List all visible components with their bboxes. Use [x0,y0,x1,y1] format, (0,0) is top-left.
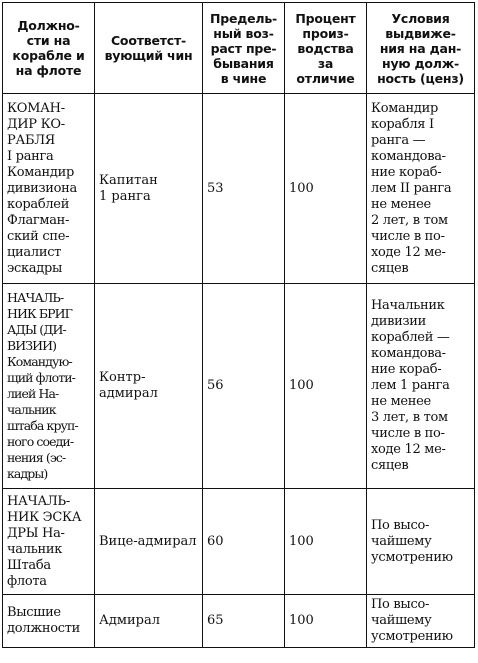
conditions-cell: По высо- чайшему усмотрению [367,489,475,595]
percent-cell: 100 [285,595,367,648]
position-cell: КОМАН- ДИР КО- РАБЛЯ I ранга Командир дивизиона кораблей Флагман- ский спе- циалист эскадры [3,94,95,284]
conditions-cell: Командир корабля I ранга — командова- ние кораб- лем II ранга не менее 2 лет, в том числе в по- ходе 12 ме- сяцев [367,94,475,284]
percent-cell: 100 [285,284,367,489]
header-conditions: Условия выдвиже- ния на дан- ную долж- ность (ценз) [367,3,475,94]
table-header-row [3,3,475,94]
age-limit-cell: 53 [203,94,285,284]
rank-cell: Адмирал [95,595,203,648]
table-row [3,284,475,489]
age-limit-cell: 56 [203,284,285,489]
percent-cell: 100 [285,94,367,284]
rank-cell: Контр- адмирал [95,284,203,489]
header-age-limit: Предель- ный воз- раст пре- бывания в чине [203,3,285,94]
conditions-cell: По высо- чайшему усмотрению [367,595,475,648]
position-cell: НАЧАЛЬ- НИК ЭСКА ДРЫ На- чальник Штаба флота [3,489,95,595]
position-cell: Высшие должности [3,595,95,648]
rank-cell: Вице-адмирал [95,489,203,595]
naval-ranks-table [2,2,475,648]
conditions-cell: Начальник дивизии кораблей — командова- ние кораб- лем 1 ранга не менее 3 лет, в том числе в по- ходе 12 ме- сяцев [367,284,475,489]
header-rank: Соответст- вующий чин [95,3,203,94]
age-limit-cell: 65 [203,595,285,648]
position-cell: НАЧАЛЬ- НИК БРИГ АДЫ (ДИ- ВИЗИИ) Командую- щий флоти- лией На- чальник штаба круп- ного соеди- нения (эс- кадры) [3,284,95,489]
header-position: Должно- сти на корабле и на флоте [3,3,95,94]
table-row [3,489,475,595]
table-row [3,595,475,648]
header-percent: Процент произ- водства за отличие [285,3,367,94]
age-limit-cell: 60 [203,489,285,595]
rank-cell: Капитан 1 ранга [95,94,203,284]
percent-cell: 100 [285,489,367,595]
table-row [3,94,475,284]
